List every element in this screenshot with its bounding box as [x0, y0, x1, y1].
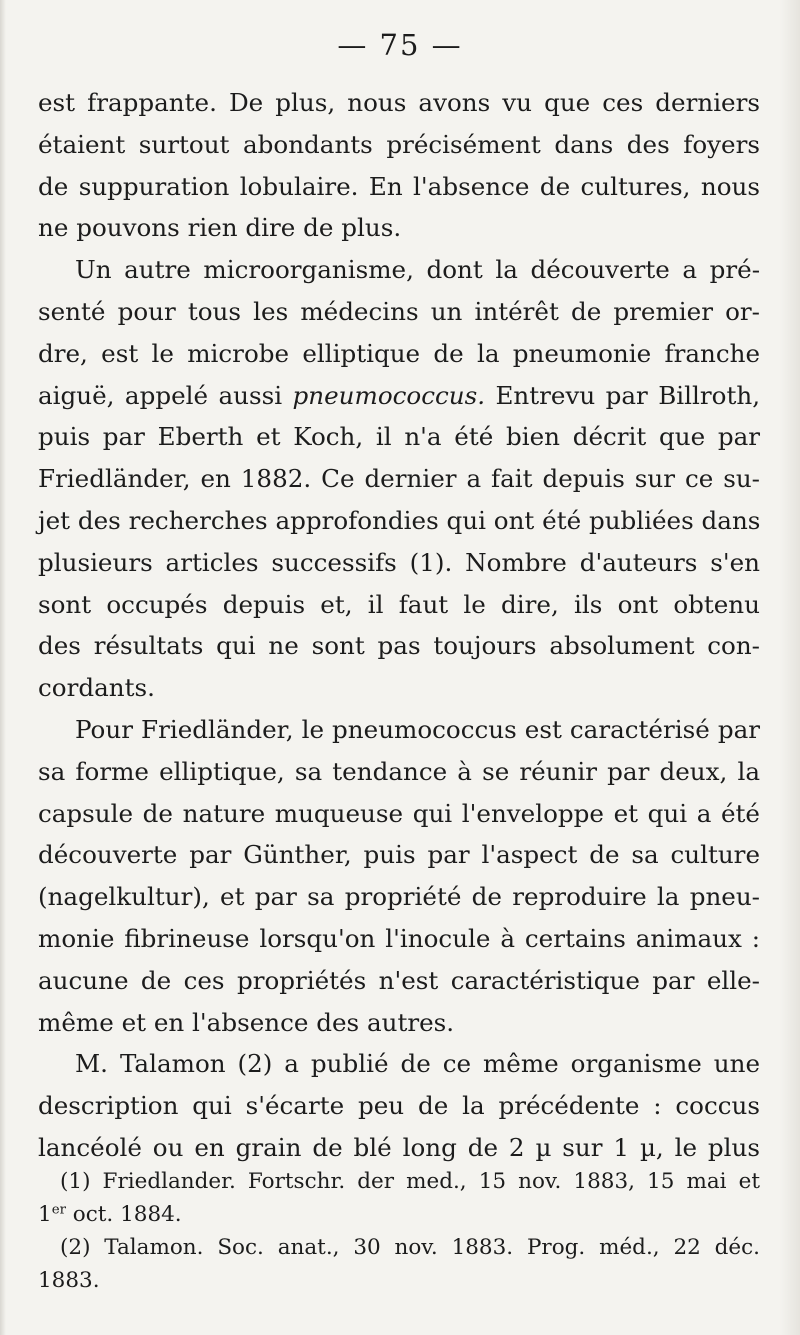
text-line: plusieurs articles successifs (1). Nombre d'auteurs s'en — [38, 547, 760, 577]
page-number: — 75 — — [337, 28, 463, 62]
text-line: M. Talamon (2) a publié de ce même organisme une — [75, 1049, 760, 1079]
text-line: des résultats qui ne sont pas toujours absolument con- — [38, 631, 760, 661]
text-line: de suppuration lobulaire. En l'absence de cultures, nous — [38, 171, 760, 201]
footnote-line: (2) Talamon. Soc. anat., 30 nov. 1883. Prog. méd., 22 déc. — [60, 1235, 760, 1260]
text-line: (nagelkultur), et par sa propriété de reproduire la pneu- — [38, 882, 760, 912]
text-line: monie fibrineuse lorsqu'on l'inocule à certains animaux : — [38, 923, 760, 953]
page-edge-shadow — [0, 0, 6, 1335]
text-line — [38, 375, 760, 417]
text-line: cordants. — [38, 673, 155, 703]
text-line: jet des recherches approfondies qui ont été publiées dans — [38, 505, 761, 535]
page-edge-shadow-right — [780, 0, 800, 1335]
text-line: description qui s'écarte peu de la précédente : coccus — [38, 1091, 760, 1121]
text-line: est frappante. De plus, nous avons vu que ces derniers — [38, 88, 760, 117]
text-segment: Entrevu par Billroth, — [485, 380, 761, 410]
text-line: dre, est le microbe elliptique de la pneumonie franche — [38, 338, 760, 368]
text-line: puis par Eberth et Koch, il n'a été bien décrit que par — [38, 422, 760, 452]
footnote-line — [38, 1198, 760, 1231]
text-line: Un autre microorganisme, dont la découverte a pré- — [75, 255, 760, 285]
text-segment: oct. 1884. — [65, 1202, 182, 1227]
text-line: ne pouvons rien dire de plus. — [38, 213, 402, 243]
superscript: er — [51, 1202, 66, 1218]
footnote-line: (1) Friedlander. Fortschr. der med., 15 nov. 1883, 15 mai et — [60, 1169, 760, 1194]
text-line: lancéolé ou en grain de blé long de 2 µ sur 1 µ, le plus — [38, 1132, 760, 1162]
body-text — [38, 82, 760, 1169]
text-line: même et en l'absence des autres. — [38, 1007, 455, 1037]
text-line: sont occupés depuis et, il faut le dire, ils ont obtenu — [38, 589, 760, 619]
text-line: capsule de nature muqueuse qui l'enveloppe et qui a été — [38, 798, 760, 828]
text-line: étaient surtout abondants précisément dans des foyers — [38, 129, 760, 159]
text-segment: aiguë, appelé aussi — [38, 380, 293, 410]
text-line: Pour Friedländer, le pneumococcus est caractérisé par — [75, 714, 760, 744]
text-line: sa forme elliptique, sa tendance à se réunir par deux, la — [38, 756, 760, 786]
emphasis-term: pneumococcus. — [292, 380, 486, 410]
text-line: Friedländer, en 1882. Ce dernier a fait depuis sur ce su- — [38, 464, 760, 494]
text-segment: 1 — [38, 1202, 52, 1227]
footnotes — [38, 1165, 760, 1297]
text-line: aucune de ces propriétés n'est caractéristique par elle- — [38, 965, 760, 995]
text-line: senté pour tous les médecins un intérêt de premier or- — [38, 296, 760, 326]
text-line: découverte par Günther, puis par l'aspect de sa culture — [38, 840, 760, 870]
footnote-line: 1883. — [38, 1268, 100, 1293]
